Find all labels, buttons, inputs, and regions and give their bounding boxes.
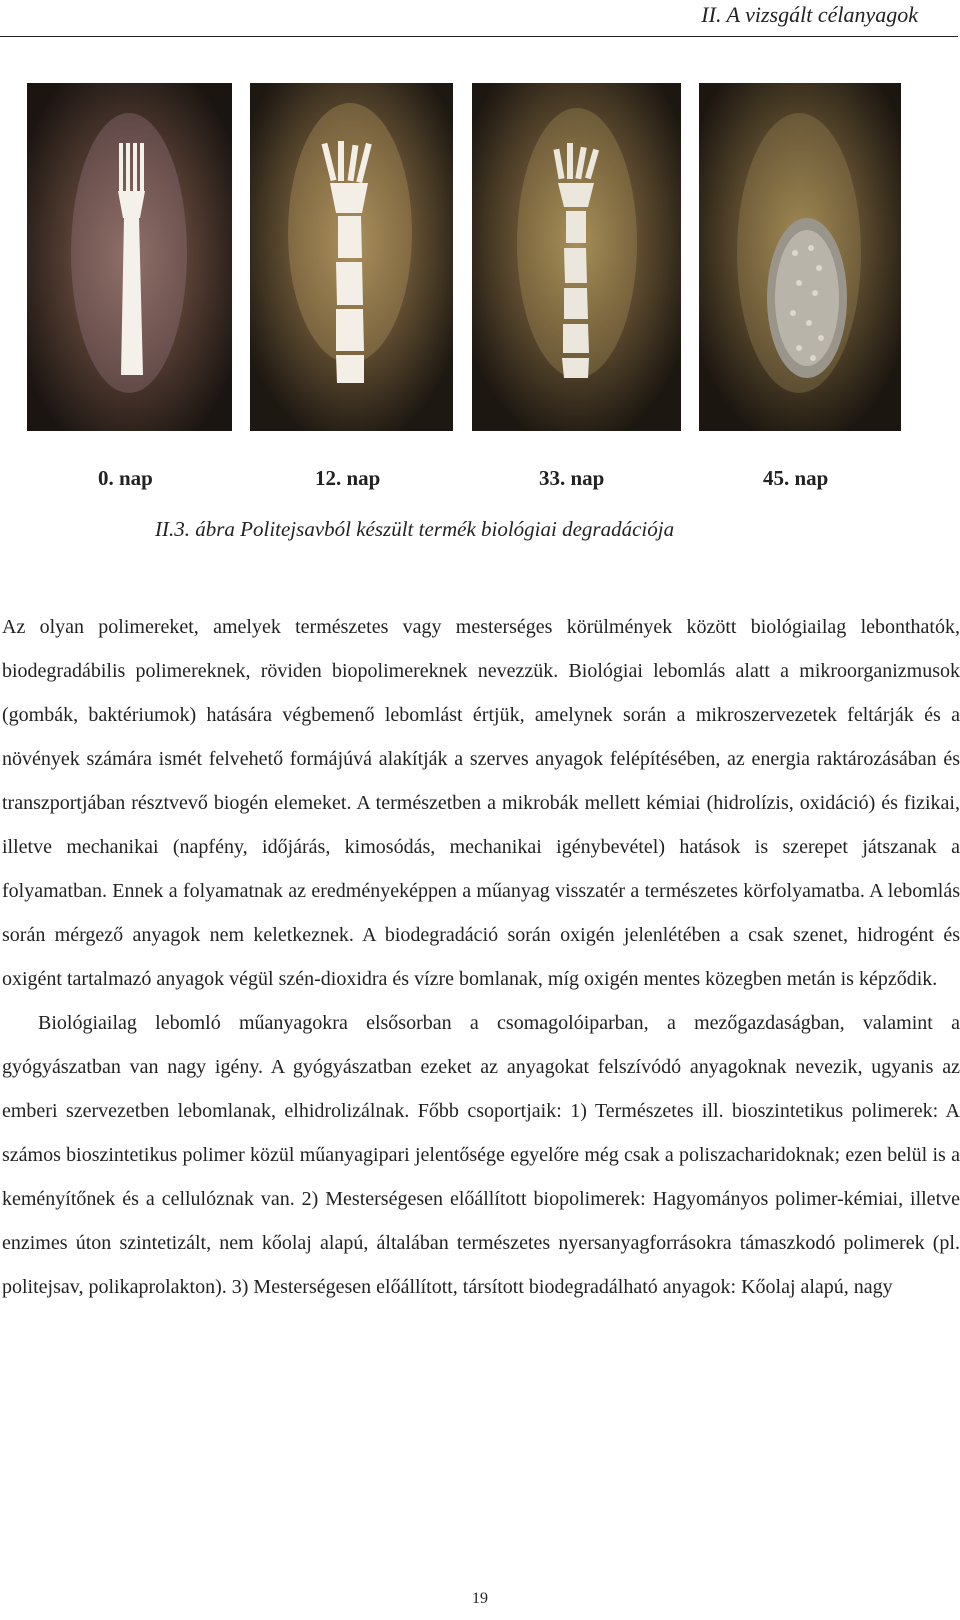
figure-day-labels — [0, 466, 960, 496]
photo-day-0 — [27, 83, 232, 431]
photo-day-45 — [699, 83, 901, 431]
figure-photos — [0, 0, 960, 440]
fork-day-33-icon — [472, 83, 681, 431]
paragraph-1: Az olyan polimereket, amelyek természetes vagy mesterséges körülmények között biológiailag lebonthatók, biodegradábilis polimereknek, röviden biopolimereknek nevezzük. Biológiai lebomlás alatt a mikroorganizmusok (gombák, baktériumok) hatására végbemenő lebomlást értjük, amelynek során a mikroszervezetek feltárják és a növények számára ismét felvehető formájúvá alakítják a szerves anyagok felépítésében, az energia raktározásában és transzportjában résztvevő biogén elemeket. A természetben a mikrobák mellett kémiai (hidrolízis, oxidáció) és fizikai, illetve mechanikai (napfény, időjárás, kimosódás, mechanikai igénybevétel) hatások is szerepet játszanak a folyamatban. Ennek a folyamatnak az eredményeképpen a műanyag visszatér a természetes körfolyamatba. A lebomlás során mérgező anyagok nem keletkeznek. A biodegradáció során oxigén jelenlétében a csak szenet, hidrogént és oxigént tartalmazó anyagok végül szén-dioxidra és vízre bomlanak, míg oxigén mentes közegben metán is képződik. — [2, 616, 960, 990]
day-label-12: 12. nap — [315, 466, 381, 490]
fork-day-45-icon — [699, 83, 901, 431]
figure-caption: II.3. ábra Politejsavból készült termék biológiai degradációja — [155, 517, 675, 541]
header-title: II. A vizsgált célanyagok — [701, 2, 918, 27]
fork-day-12-icon — [250, 83, 453, 431]
day-label-33: 33. nap — [539, 466, 605, 490]
photo-day-33 — [472, 83, 681, 431]
body-text — [2, 605, 960, 1309]
day-label-0: 0. nap — [98, 466, 153, 490]
page-number: 19 — [472, 1590, 488, 1607]
photo-day-12 — [250, 83, 453, 431]
fork-day-0-icon — [27, 83, 232, 431]
paragraph-2: Biológiailag lebomló műanyagokra elsősorban a csomagolóiparban, a mezőgazdaságban, valamint a gyógyászatban van nagy igény. A gyógyászatban ezeket az anyagokat felszívódó anyagoknak nevezik, ugyanis az emberi szervezetben lebomlanak, elhidrolizálnak. Főbb csoportjaik: 1) Természetes ill. bioszintetikus polimerek: A számos bioszintetikus polimer közül műanyagipari jelentősége egyelőre még csak a poliszacharidoknak; ezen belül is a keményítőnek és a cellulóznak van. 2) Mesterségesen előállított biopolimerek: Hagyományos polimer-kémiai, illetve enzimes úton szintetizált, nem kőolaj alapú, általában természetes nyersanyagforrásokra támaszkodó polimerek (pl. politejsav, polikaprolakton). 3) Mesterségesen előállított, társított biodegradálható anyagok: Kőolaj alapú, nagy — [2, 1012, 960, 1298]
day-label-45: 45. nap — [763, 466, 829, 490]
